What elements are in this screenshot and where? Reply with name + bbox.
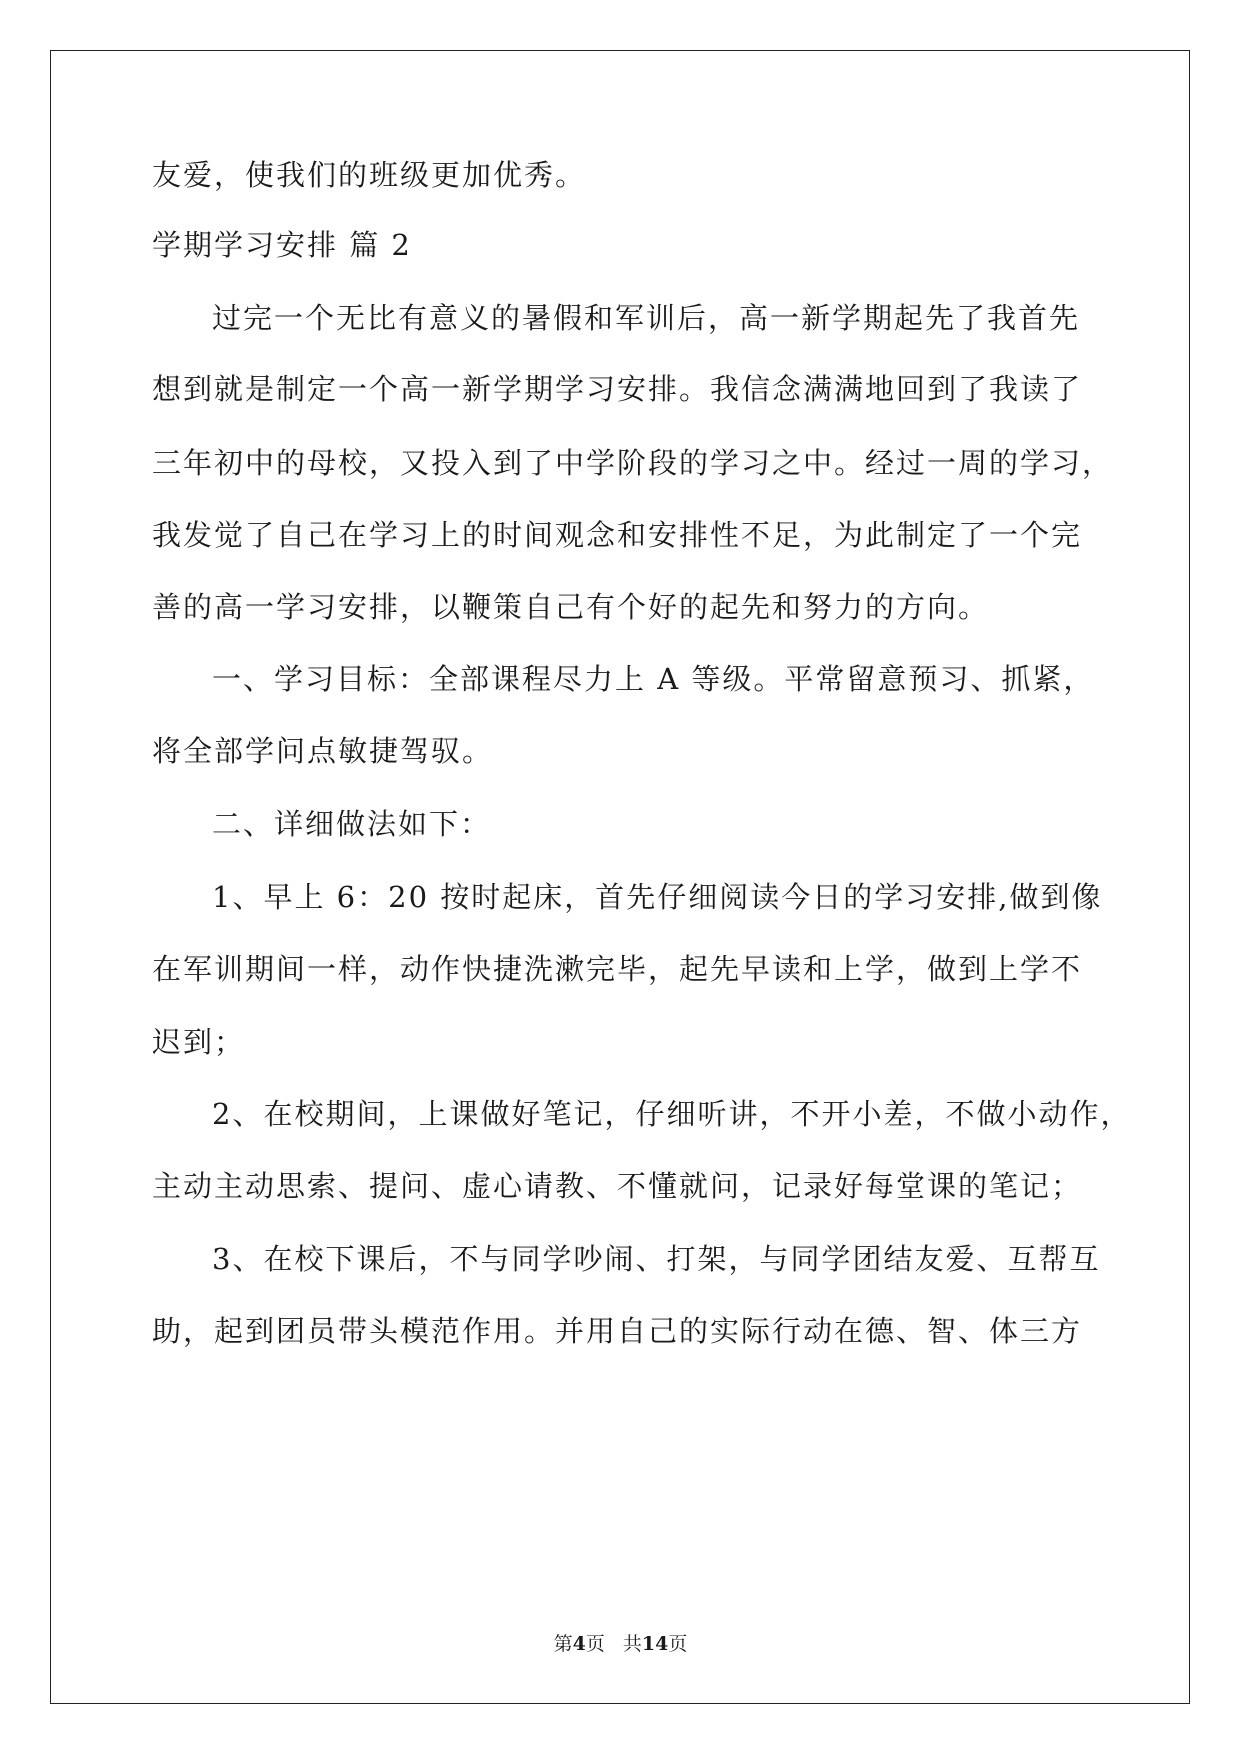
text-line: 善的高一学习安排，以鞭策自己有个好的起先和努力的方向。: [152, 590, 990, 624]
text-line: 助，起到团员带头模范作用。并用自己的实际行动在德、智、体三方: [152, 1314, 1083, 1348]
footer-page-number: 4: [572, 1633, 586, 1655]
text-line: 一、学习目标：全部课程尽力上 A 等级。平常留意预习、抓紧，: [212, 662, 1095, 696]
footer-total-prefix: 共: [622, 1633, 642, 1655]
page-border: [50, 50, 1190, 1704]
text-line: 主动主动思索、提问、虚心请教、不懂就问，记录好每堂课的笔记；: [152, 1169, 1083, 1203]
footer-page-suffix: 页: [585, 1633, 605, 1655]
text-line: 在军训期间一样，动作快捷洗漱完毕，起先早读和上学，做到上学不: [152, 952, 1083, 986]
text-line: 三年初中的母校，又投入到了中学阶段的学习之中。经过一周的学习，: [152, 446, 1114, 480]
text-line: 过完一个无比有意义的暑假和军训后，高一新学期起先了我首先: [212, 301, 1081, 335]
footer-total-pages: 14: [641, 1633, 669, 1655]
footer-prefix: 第: [553, 1633, 573, 1655]
footer-total-suffix: 页: [668, 1633, 688, 1655]
text-line: 2、在校期间，上课做好笔记，仔细听讲，不开小差，不做小动作，: [212, 1097, 1132, 1131]
section-heading: 学期学习安排 篇 2: [152, 228, 412, 262]
text-line: 友爱，使我们的班级更加优秀。: [152, 158, 587, 192]
text-line: 我发觉了自己在学习上的时间观念和安排性不足，为此制定了一个完: [152, 518, 1083, 552]
text-line: 将全部学问点敏捷驾驭。: [152, 734, 494, 768]
text-line: 1、早上 6：20 按时起床，首先仔细阅读今日的学习安排,做到像: [212, 880, 1103, 914]
text-line: 迟到；: [152, 1025, 246, 1059]
text-line: 3、在校下课后，不与同学吵闹、打架，与同学团结友爱、互帮互: [212, 1242, 1101, 1276]
page-footer: [0, 1632, 1241, 1656]
text-line: 想到就是制定一个高一新学期学习安排。我信念满满地回到了我读了: [152, 372, 1083, 406]
text-line: 二、详细做法如下：: [212, 807, 492, 841]
